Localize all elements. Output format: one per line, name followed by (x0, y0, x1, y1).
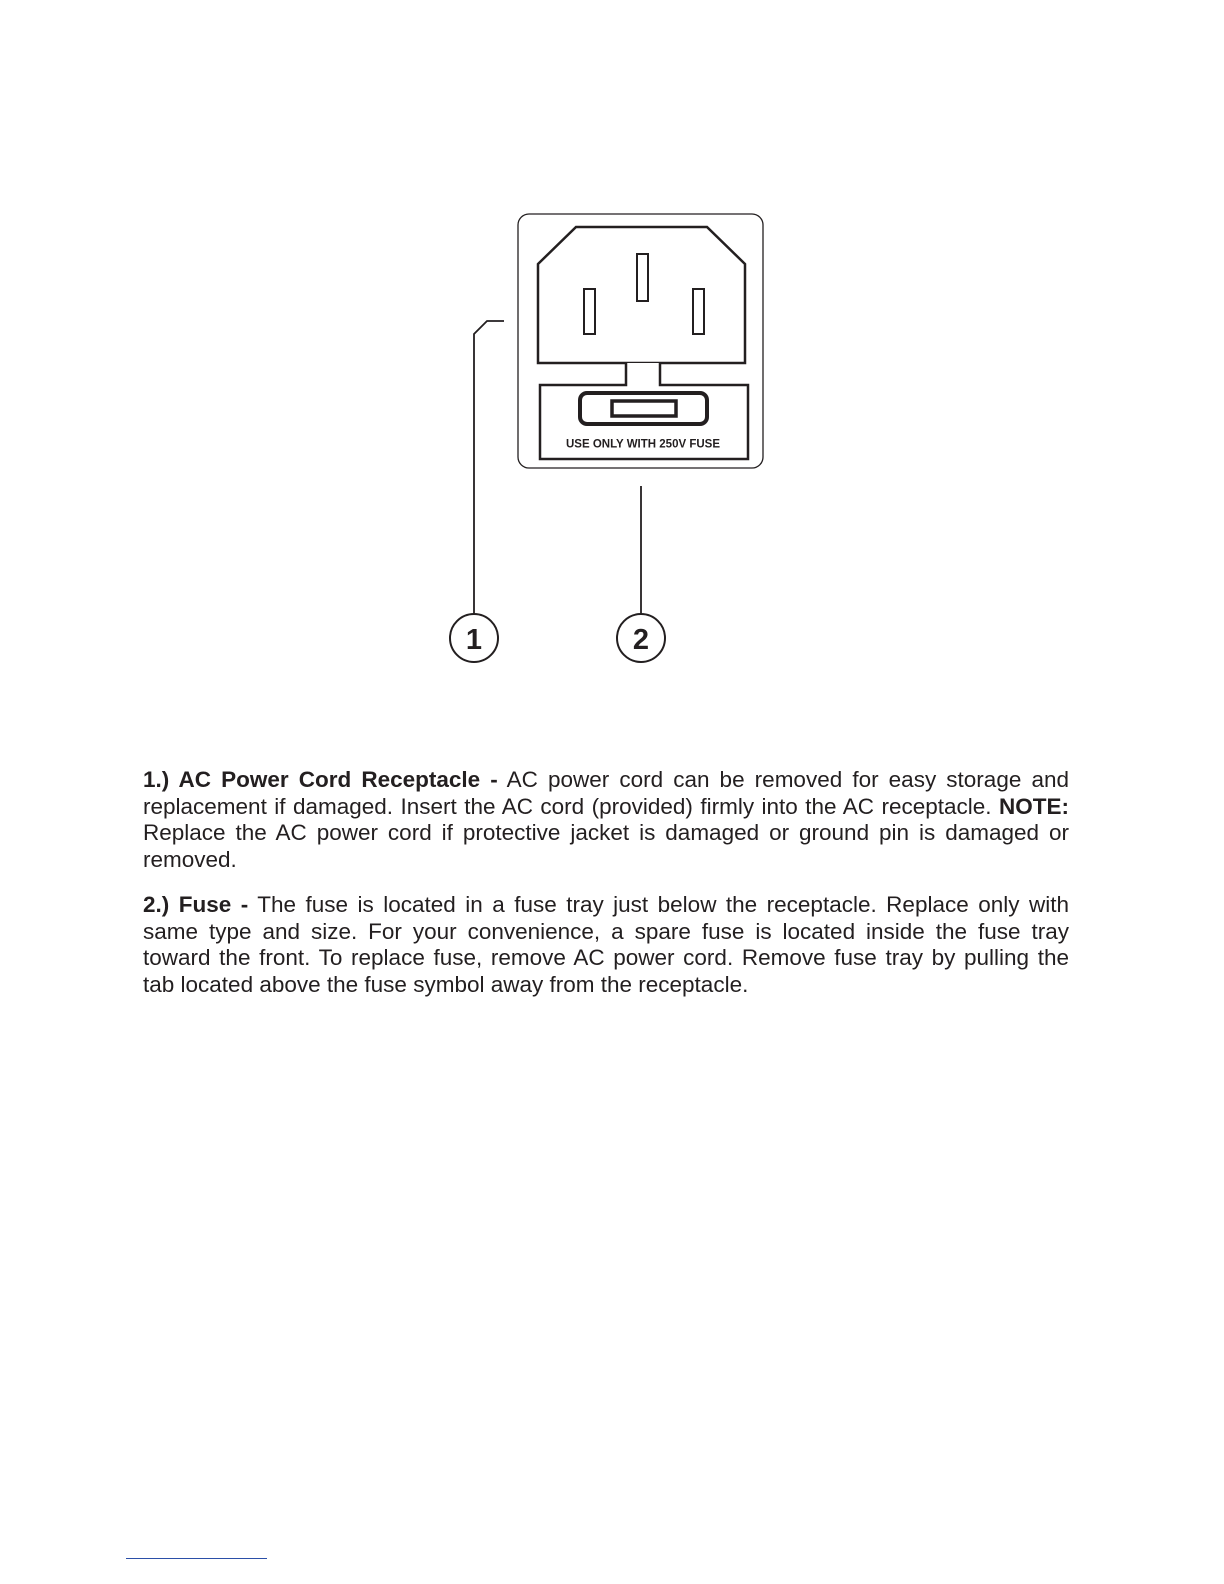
fuse-icon (580, 393, 707, 424)
item-1-heading: 1.) AC Power Cord Receptacle - (143, 767, 498, 792)
ground-pin (637, 254, 648, 301)
item-fuse (143, 892, 1069, 999)
footer-rule (126, 1558, 267, 1559)
item-1-text: AC power cord can be removed for easy storage and replacement if damaged. Insert the AC cord (provided) firmly into the AC receptacle. (143, 767, 1069, 819)
callout-1 (450, 614, 498, 662)
item-1-note-text: Replace the AC power cord if protective jacket is damaged or ground pin is damaged or removed. (143, 820, 1069, 873)
svg-text:2: 2 (632, 624, 650, 656)
svg-text:1: 1 (465, 624, 483, 656)
callout-2 (617, 614, 665, 662)
line-pin (584, 289, 595, 334)
neutral-pin (693, 289, 704, 334)
item-1-note-label: NOTE: (998, 793, 1069, 819)
fuse-warning-label: USE ONLY WITH 250V FUSE (565, 438, 721, 451)
callout-1-leader (474, 321, 504, 614)
item-ac-power-cord-receptacle (143, 767, 1069, 874)
item-2-heading: 2.) Fuse - (143, 892, 249, 917)
ac-receptacle-diagram (0, 0, 1224, 700)
item-2-text: The fuse is located in a fuse tray just below the receptacle. Replace only with same type and size. For your convenience, a spare fuse is located inside the fuse tray toward the front. To replace fuse, remove AC power cord. Remove fuse tray by pulling the tab located above the fuse symbol away from the receptacle. (143, 892, 1069, 998)
